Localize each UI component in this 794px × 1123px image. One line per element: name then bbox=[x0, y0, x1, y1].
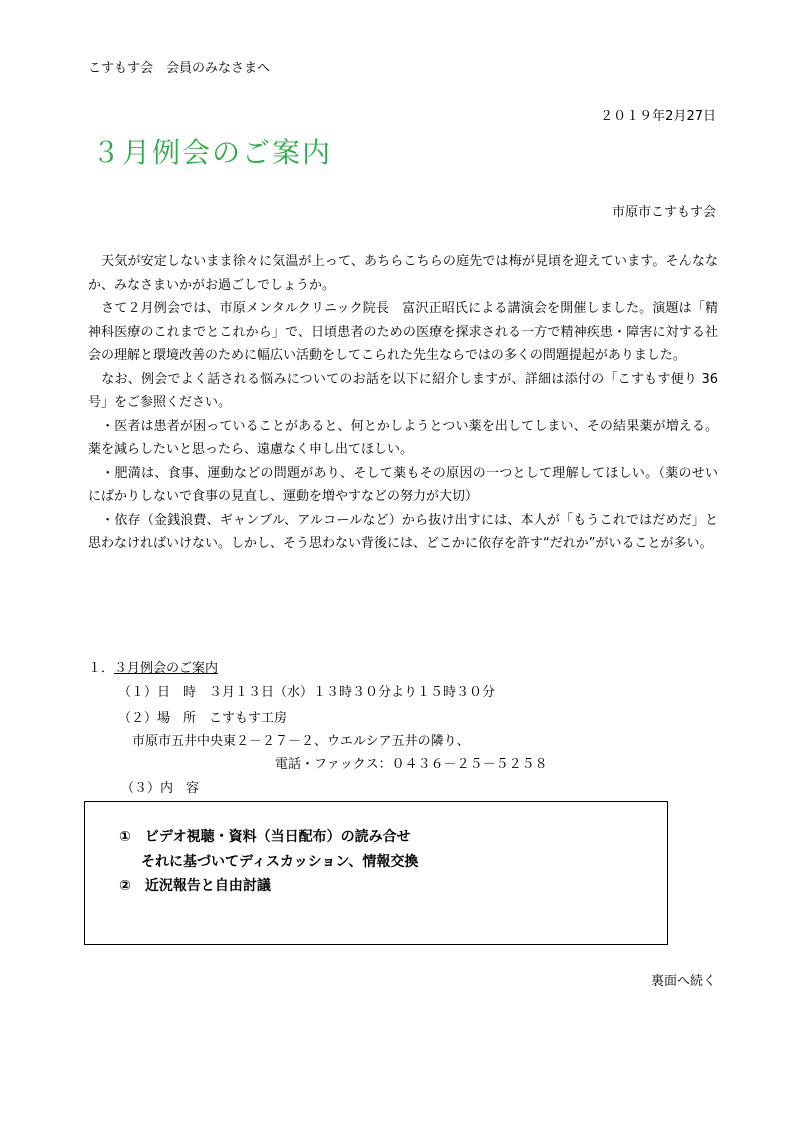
paragraph-point-medication: ・医者は患者が困っていることがあると、何とかしようとつい薬を出してしまい、その結果薬が増える。薬を減らしたいと思ったら、遠慮なく申し出てほしい。 bbox=[88, 418, 718, 457]
contents-item-2: ② 近況報告と自由討議 bbox=[119, 878, 271, 894]
contents-label: （３）内 容 bbox=[121, 781, 200, 796]
contents-item-1-continued: それに基づいてディスカッション、情報交換 bbox=[141, 854, 419, 870]
meeting-phone: 電話・ファックス：０４３６－２５－５２５８ bbox=[275, 757, 548, 772]
contents-box bbox=[84, 801, 668, 945]
section-title: ３月例会のご案内 bbox=[114, 661, 219, 676]
section-heading bbox=[88, 661, 218, 677]
letter-body bbox=[88, 250, 718, 556]
section-number: １． bbox=[88, 661, 115, 676]
paragraph-greeting: 天気が安定しないまま徐々に気温が上って、あちらこちらの庭先では梅が見頃を迎えています。そんななか、みなさまいかがお過ごしでしょうか。 bbox=[88, 254, 718, 293]
meeting-place: （２）場 所 こすもす工房 bbox=[118, 711, 288, 726]
paragraph-february-meeting: さて２月例会では、市原メンタルクリニック院長 富沢正昭氏による講演会を開催しました。演題は「精神科医療のこれまでとこれから」で、日頃患者のための医療を探求される一方で精神疾患・障害に対する社会の理解と環境改善のために幅広い活動をしてこられた先生ならではの多くの問題提起がありました。 bbox=[88, 301, 718, 363]
continued-overleaf: 裏面へ続く bbox=[650, 974, 716, 989]
addressee: こすもす会 会員のみなさまへ bbox=[88, 61, 271, 76]
paragraph-point-dependency: ・依存（金銭浪費、ギャンブル、アルコールなど）から抜け出すには、本人が「もうこれではだめだ」と思わなければいけない。しかし、そう思わない背後には、どこかに依存を許す“だれか”がいることが多い。 bbox=[88, 512, 718, 551]
paragraph-reference: なお、例会でよく話される悩みについてのお話を以下に紹介しますが、詳細は添付の「こすもす便り 36 号」をご参照ください。 bbox=[88, 371, 718, 410]
meeting-address: 市原市五井中央東２－２７－２、ウエルシア五井の隣り、 bbox=[132, 734, 470, 749]
page-title: ３月例会のご案内 bbox=[92, 136, 333, 169]
meeting-datetime: （１）日 時 ３月１３日（水）１３時３０分より１５時３０分 bbox=[118, 685, 496, 700]
organization-name: 市原市こすもす会 bbox=[611, 205, 716, 220]
contents-item-1: ① ビデオ視聴・資料（当日配布）の読み合せ bbox=[119, 829, 411, 845]
letter-date: ２０１９年2月27日 bbox=[600, 109, 716, 124]
paragraph-point-obesity: ・肥満は、食事、運動などの問題があり、そして薬もその原因の一つとして理解してほしい。（薬のせいにばかりしないで食事の見直し、運動を増やすなどの努力が大切） bbox=[88, 465, 718, 504]
